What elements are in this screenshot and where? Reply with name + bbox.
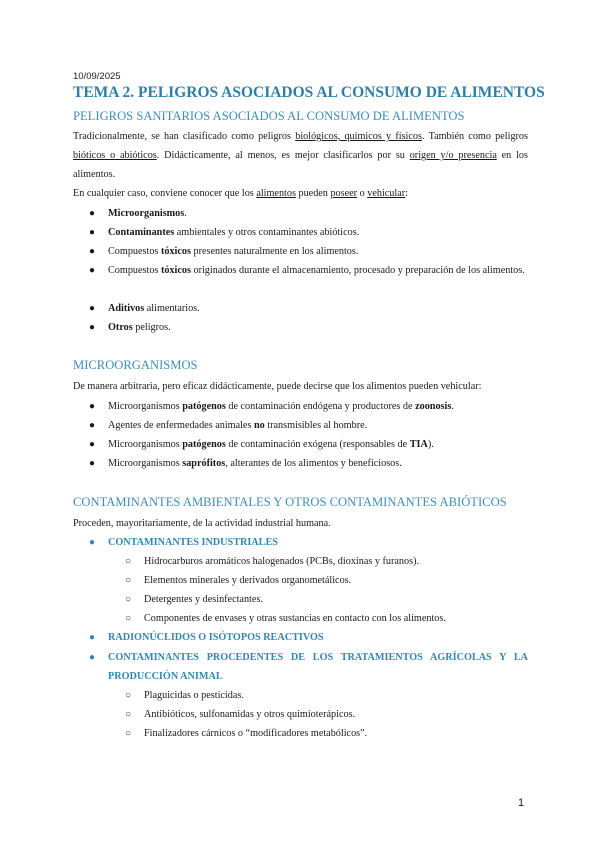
list-item — [89, 242, 528, 261]
header-date: 10/09/2025 — [73, 71, 121, 82]
text-run: de contaminación exógena (responsables de — [225, 439, 410, 450]
sub-list-item — [125, 686, 528, 705]
circle-bullet-icon: ○ — [125, 690, 132, 701]
paragraph-intro — [73, 127, 528, 184]
bullet-icon: ● — [89, 322, 96, 333]
text-run: Agentes de enfermedades animales — [108, 420, 254, 431]
group-label-agricolas — [89, 648, 528, 686]
bold-text: Microorganismos — [108, 208, 185, 219]
group-label-text: CONTAMINANTES PROCEDENTES DE LOS TRATAMIENTOS AGRÍCOLAS Y LA PRODUCCIÓN ANIMAL — [108, 652, 528, 682]
underlined-text: vehicular — [367, 188, 406, 199]
bold-text: no — [253, 420, 265, 431]
sub-list-item — [125, 590, 528, 609]
sub-list-item — [125, 552, 528, 571]
text-run: En cualquier caso, conviene conocer que los — [73, 188, 257, 199]
bold-text: tóxicos — [160, 265, 191, 276]
underlined-text: bióticos o abióticos — [73, 150, 157, 161]
text-run: Tradicionalmente, se han clasificado como peligros — [73, 131, 296, 142]
bullet-icon: ● — [89, 652, 96, 663]
sub-item-text: Detergentes y desinfectantes. — [144, 594, 263, 605]
list-item — [89, 261, 528, 280]
sub-item-text: Finalizadores cárnicos o “modificadores metabólicos”. — [144, 728, 368, 739]
paragraph-vehicular: De manera arbitraria, pero eficaz didácticamente, puede decirse que los alimentos pueden vehicular: — [73, 381, 482, 392]
text-run: . Didácticamente, al menos, es mejor clasificarlos por su — [156, 150, 410, 161]
bullet-icon: ● — [89, 246, 96, 257]
text-run: . — [184, 208, 187, 219]
bold-text: TIA — [409, 439, 428, 450]
sub-item-text: Antibióticos, sulfonamidas y otros quimioterápicos. — [144, 709, 356, 720]
underlined-text: biológicos, químicos y físicos — [295, 131, 422, 142]
circle-bullet-icon: ○ — [125, 575, 132, 586]
bullet-icon: ● — [89, 458, 96, 469]
section-heading-contaminantes: CONTAMINANTES AMBIENTALES Y OTROS CONTAMINANTES ABIÓTICOS — [73, 495, 507, 509]
group-label-radionuclidos — [89, 628, 528, 647]
bullet-icon: ● — [89, 401, 96, 412]
text-run: o — [357, 188, 368, 199]
group-label-text: RADIONÚCLIDOS O ISÓTOPOS REACTIVOS — [108, 632, 324, 643]
bullet-icon: ● — [89, 632, 96, 643]
sub-item-text: Hidrocarburos aromáticos halogenados (PCBs, dioxinas y furanos). — [144, 556, 420, 567]
circle-bullet-icon: ○ — [125, 709, 132, 720]
bullet-icon: ● — [89, 420, 96, 431]
list-item — [89, 416, 528, 435]
sub-item-text: Plaguicidas o pesticidas. — [144, 690, 244, 701]
paragraph-conocer — [73, 184, 528, 203]
bold-text: patógenos — [182, 401, 226, 412]
text-run: presentes naturalmente en los alimentos. — [190, 246, 359, 257]
group-label-text: CONTAMINANTES INDUSTRIALES — [108, 537, 278, 548]
text-run: ambientales y otros contaminantes abióticos. — [174, 227, 360, 238]
sub-list-item — [125, 571, 528, 590]
group-label-industriales — [89, 533, 528, 552]
list-item — [89, 454, 528, 473]
bold-text: Aditivos — [108, 303, 145, 314]
text-run: Compuestos — [108, 265, 161, 276]
text-run: Microorganismos — [108, 458, 183, 469]
bullet-icon: ● — [89, 208, 96, 219]
text-run: . También como peligros — [421, 131, 528, 142]
list-item — [89, 397, 528, 416]
circle-bullet-icon: ○ — [125, 728, 132, 739]
paragraph-proceden: Proceden, mayoritariamente, de la actividad industrial humana. — [73, 518, 331, 529]
text-run: transmisibles al hombre. — [264, 420, 368, 431]
bold-text: tóxicos — [160, 246, 191, 257]
section-heading-microorganismos: MICROORGANISMOS — [73, 358, 198, 372]
text-run: pueden — [295, 188, 331, 199]
section-heading-peligros: PELIGROS SANITARIOS ASOCIADOS AL CONSUMO DE ALIMENTOS — [73, 109, 465, 123]
bullet-icon: ● — [89, 227, 96, 238]
text-run: . — [451, 401, 454, 412]
text-run: en los alimentos. — [73, 150, 528, 180]
text-run: : — [405, 188, 408, 199]
bullet-icon: ● — [89, 265, 96, 276]
bold-text: Contaminantes — [108, 227, 175, 238]
sub-item-text: Componentes de envases y otras sustancias en contacto con los alimentos. — [144, 613, 446, 624]
text-run: Microorganismos — [108, 439, 183, 450]
page-number: 1 — [518, 797, 525, 809]
text-run: Microorganismos — [108, 401, 183, 412]
underlined-text: origen y/o presencia — [409, 150, 497, 161]
bold-text: patógenos — [182, 439, 226, 450]
sub-list-item — [125, 705, 528, 724]
page-title: TEMA 2. PELIGROS ASOCIADOS AL CONSUMO DE ALIMENTOS — [73, 84, 545, 101]
sub-list-item — [125, 609, 528, 628]
circle-bullet-icon: ○ — [125, 594, 132, 605]
sub-list-item — [125, 724, 528, 743]
bold-text: Otros — [108, 322, 133, 333]
circle-bullet-icon: ○ — [125, 613, 132, 624]
text-run: originados durante el almacenamiento, procesado y preparación de los alimentos. — [190, 265, 525, 276]
list-item — [89, 204, 528, 223]
text-run: peligros. — [132, 322, 171, 333]
text-run: alimentarios. — [144, 303, 200, 314]
bold-text: saprófitos — [182, 458, 226, 469]
text-run: Compuestos — [108, 246, 161, 257]
text-run: de contaminación endógena y productores de — [225, 401, 416, 412]
list-item — [89, 435, 528, 454]
bold-text: zoonosis — [415, 401, 452, 412]
bullet-icon: ● — [89, 439, 96, 450]
text-run: ). — [427, 439, 434, 450]
list-item — [89, 318, 528, 337]
bullet-icon: ● — [89, 303, 96, 314]
circle-bullet-icon: ○ — [125, 556, 132, 567]
list-item — [89, 223, 528, 242]
list-item — [89, 299, 528, 318]
text-run: , alterantes de los alimentos y beneficiosos. — [225, 458, 402, 469]
sub-item-text: Elementos minerales y derivados organometálicos. — [144, 575, 352, 586]
underlined-text: poseer — [330, 188, 358, 199]
bullet-icon: ● — [89, 537, 96, 548]
underlined-text: alimentos — [256, 188, 296, 199]
